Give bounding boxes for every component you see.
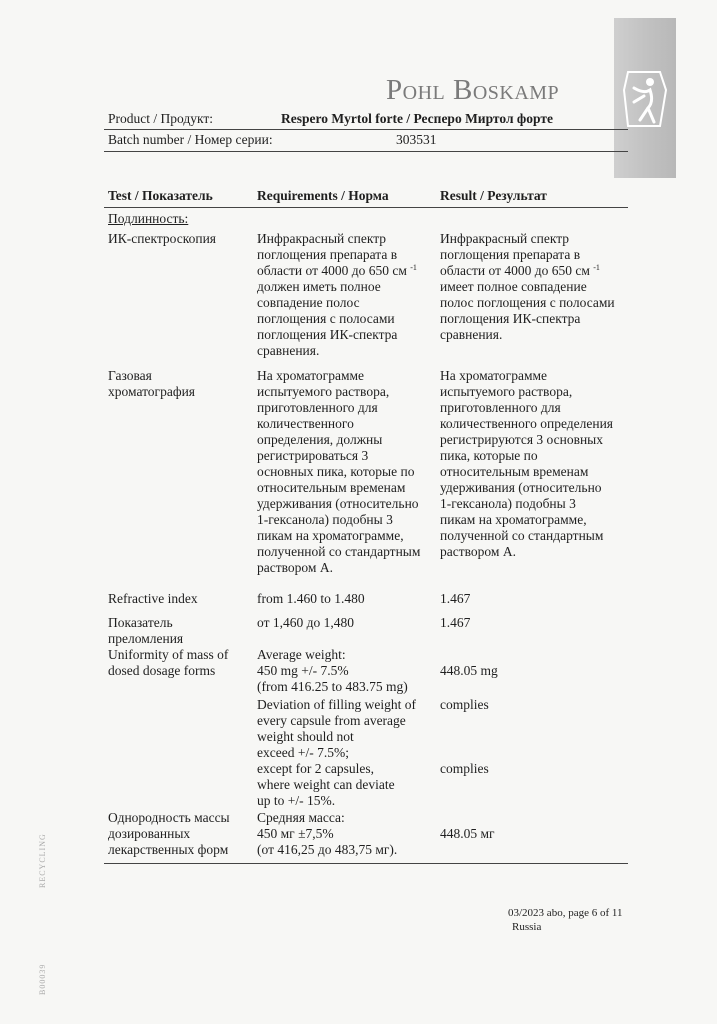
- ir-req-line: поглощения ИК-спектра: [257, 327, 398, 342]
- gc-req-line: раствором А.: [257, 560, 333, 575]
- gc-req-line: количественного: [257, 416, 354, 431]
- uni-en-req1-line: (from 416.25 to 483.75 mg): [257, 679, 408, 694]
- gc-req-line: пикам на хроматограмме,: [257, 528, 404, 543]
- uni-ru-test-line: лекарственных форм: [108, 842, 229, 857]
- gc-req-line: регистрироваться 3: [257, 448, 369, 463]
- ir-req-line: сравнения.: [257, 343, 320, 358]
- brand-logo-band: [614, 18, 676, 178]
- gc-res-line: пикам на хроматограмме,: [440, 512, 587, 527]
- ir-test: ИК-спектроскопия: [108, 231, 217, 246]
- section-authenticity: Подлинность:: [108, 211, 189, 226]
- uni-en-req2-line: exceed +/- 7.5%;: [257, 745, 349, 760]
- uni-ru-req-line: 450 мг ±7,5%: [257, 826, 334, 841]
- gc-req-line: 1-гексанола) подобны 3: [257, 512, 393, 527]
- uni-ru-test-line: Однородность массы: [108, 810, 230, 825]
- uni-en-req2-line: Deviation of filling weight of: [257, 697, 416, 712]
- table-header-divider: [104, 207, 628, 208]
- uni-ru-test-line: дозированных: [108, 826, 191, 841]
- gc-res-line: раствором А.: [440, 544, 516, 559]
- header-divider: [104, 129, 628, 130]
- uni-en-req3-line: up to +/- 15%.: [257, 793, 336, 808]
- ri-ru-requirement: от 1,460 до 1,480: [257, 615, 354, 630]
- gc-res-line: 1-гексанола) подобны 3: [440, 496, 576, 511]
- gc-test-line: хроматография: [108, 384, 196, 399]
- ir-res-line: [440, 263, 600, 279]
- ir-res-line: имеет полное совпадение: [440, 279, 587, 294]
- uni-en-req2-line: every capsule from average: [257, 713, 406, 728]
- ri-en-result: 1.467: [440, 591, 471, 606]
- table-bottom-divider: [104, 863, 628, 864]
- batch-divider: [104, 151, 628, 152]
- gc-req-line: относительным временам: [257, 480, 406, 495]
- gc-res-line: пика, которые по: [440, 448, 538, 463]
- gc-req-line: удерживания (относительно: [257, 496, 419, 511]
- ir-req-line: [257, 263, 417, 279]
- uni-en-req2-line: weight should not: [257, 729, 354, 744]
- uni-en-test-line: dosed dosage forms: [108, 663, 216, 678]
- ir-req-line: поглощения с полосами: [257, 311, 395, 326]
- side-mark-code: B00039: [38, 963, 47, 995]
- gc-res-line: удерживания (относительно: [440, 480, 602, 495]
- ri-en-test: Refractive index: [108, 591, 198, 606]
- gc-res-line: На хроматограмме: [440, 368, 548, 383]
- uni-en-req3-line: except for 2 capsules,: [257, 761, 374, 776]
- ir-res-line: поглощения ИК-спектра: [440, 311, 581, 326]
- ir-req-superscript: -1: [410, 263, 417, 272]
- gc-res-line: приготовленного для: [440, 400, 561, 415]
- uni-en-req1-line: Average weight:: [257, 647, 346, 662]
- gc-res-line: относительным временам: [440, 464, 589, 479]
- ir-req-text: области от 4000 до 650 см: [257, 263, 407, 278]
- ri-ru-test-line: преломления: [108, 631, 184, 646]
- ir-res-superscript: -1: [593, 263, 600, 272]
- column-result: Result / Результат: [440, 188, 547, 203]
- ir-res-text: области от 4000 до 650 см: [440, 263, 590, 278]
- uni-en-res2: complies: [440, 697, 489, 712]
- ir-res-line: поглощения препарата в: [440, 247, 581, 262]
- ri-ru-result: 1.467: [440, 615, 471, 630]
- gc-req-line: испытуемого раствора,: [257, 384, 390, 399]
- uni-en-req1-line: 450 mg +/- 7.5%: [257, 663, 349, 678]
- gc-res-line: регистрируются 3 основных: [440, 432, 604, 447]
- gc-req-line: полученной со стандартным: [257, 544, 421, 559]
- uni-en-res1: 448.05 mg: [440, 663, 498, 678]
- uni-en-req3-line: where weight can deviate: [257, 777, 395, 792]
- batch-value: 303531: [396, 132, 437, 147]
- gc-req-line: приготовленного для: [257, 400, 378, 415]
- uni-ru-result: 448.05 мг: [440, 826, 495, 841]
- brand-logo-icon: [620, 68, 670, 130]
- ir-req-line: Инфракрасный спектр: [257, 231, 387, 246]
- uni-ru-req-line: Средняя масса:: [257, 810, 345, 825]
- gc-req-line: На хроматограмме: [257, 368, 365, 383]
- brand-name: Pohl Boskamp: [386, 74, 560, 106]
- product-value: Respero Myrtol forte / Респеро Миртол форте: [281, 111, 553, 126]
- ri-en-requirement: from 1.460 to 1.480: [257, 591, 365, 606]
- uni-en-test-line: Uniformity of mass of: [108, 647, 229, 662]
- gc-res-line: количественного определения: [440, 416, 614, 431]
- uni-ru-req-line: (от 416,25 до 483,75 мг).: [257, 842, 398, 857]
- ir-req-line: поглощения препарата в: [257, 247, 398, 262]
- gc-test-line: Газовая: [108, 368, 152, 383]
- gc-req-line: основных пика, которые по: [257, 464, 415, 479]
- side-mark-recycling: RECYCLING: [38, 833, 47, 888]
- ir-req-line: совпадение полос: [257, 295, 360, 310]
- ir-res-line: сравнения.: [440, 327, 503, 342]
- product-label: Product / Продукт:: [108, 111, 214, 126]
- ri-ru-test-line: Показатель: [108, 615, 173, 630]
- ir-res-line: полос поглощения с полосами: [440, 295, 615, 310]
- batch-label: Batch number / Номер серии:: [108, 132, 273, 147]
- gc-req-line: определения, должны: [257, 432, 383, 447]
- footer-page-info: 03/2023 abo, page 6 of 11: [508, 907, 623, 919]
- ir-res-line: Инфракрасный спектр: [440, 231, 570, 246]
- column-requirements: Requirements / Норма: [257, 188, 389, 203]
- uni-en-res3: complies: [440, 761, 489, 776]
- ir-req-line: должен иметь полное: [257, 279, 381, 294]
- column-test: Test / Показатель: [108, 188, 213, 203]
- gc-res-line: полученной со стандартным: [440, 528, 604, 543]
- footer-country: Russia: [512, 921, 542, 933]
- gc-res-line: испытуемого раствора,: [440, 384, 573, 399]
